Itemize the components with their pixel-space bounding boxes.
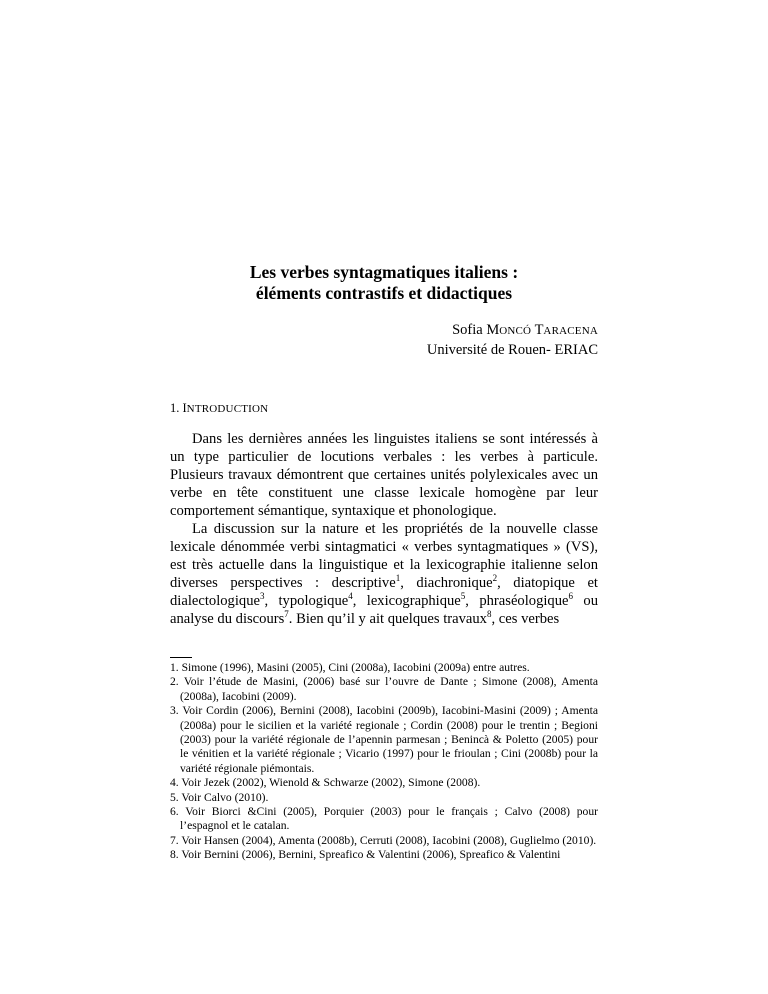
author-block [427, 321, 598, 360]
paper-title [170, 262, 598, 304]
footnote-ref-8[interactable]: 8 [486, 609, 492, 620]
section-heading: 1. INTRODUCTION [170, 401, 269, 415]
paragraph-2: La discussion sur la nature et les propriétés de la nouvelle classe lexicale dénommée verbi sintagmatici « verbes syntagmatiques » (VS), est très actuelle dans la linguistique et la lexicographie italienne selon diverses perspectives : descriptive$^1$, diachronique$^2$, diatopique et dialectologique$^3$, typologique$^4$, lexicographique$^5$, phraséologique$^6$ ou analyse du discours$^7$. Bien qu’il y ait quelques travaux$^8$, ces verbes [170, 521, 598, 627]
footnote-ref-7[interactable]: 7 [284, 609, 289, 620]
footnote: 5. Voir Calvo (2010). [170, 790, 269, 804]
footnote-ref-4[interactable]: 4 [348, 591, 353, 602]
footnotes [170, 661, 598, 863]
paragraph-1: Dans les dernières années les linguistes italiens se sont intéressés à un type particulier de locutions verbales : les verbes à particule. Plusieurs travaux démontrent que certaines unités polylexicales avec un verbe en tête constituent une classe lexicale homogène par leur comportement sémantique, syntaxique et phonologique. [170, 431, 598, 519]
footnote-separator [170, 657, 192, 658]
body-text [170, 430, 598, 628]
title-line-1: Les verbes syntagmatiques italiens : [249, 262, 519, 282]
footnote: 4. Voir Jezek (2002), Wienold & Schwarze (2002), Simone (2008). [170, 776, 481, 790]
footnote-ref-3[interactable]: 3 [259, 591, 265, 602]
footnote-ref-5[interactable]: 5 [460, 591, 466, 602]
footnote: 2. Voir l’étude de Masini, (2006) basé sur l’ouvre de Dante ; Simone (2008), Amenta (2008a), Iacobini (2009). [170, 675, 598, 703]
footnote-ref-1[interactable]: 1 [395, 573, 401, 584]
footnote: 7. Voir Hansen (2004), Amenta (2008b), Cerruti (2008), Iacobini (2008), Guglielmo (2010). [170, 833, 597, 847]
footnote-ref-2[interactable]: 2 [492, 573, 498, 584]
footnote-ref-6[interactable]: 6 [568, 591, 573, 602]
author-name: Sofia MONCÓ TARACENA [452, 322, 598, 338]
author-affiliation: Université de Rouen- ERIAC [426, 342, 598, 358]
title-line-2: éléments contrastifs et didactiques [255, 283, 513, 303]
footnote: 1. Simone (1996), Masini (2005), Cini (2008a), Iacobini (2009a) entre autres. [170, 661, 530, 674]
footnote: 3. Voir Cordin (2006), Bernini (2008), Iacobini (2009b), Iacobini-Masini (2009) ; Amenta (2008a) pour le sicilien et la variété regionale ; Cordin (2008) pour le trentin ; Begioni (2003) pour la variété régionale de l’apennin parmesan ; Benincà & Poletto (2005) pour le vénitien et la variété régionale ; Vicario (1997) pour le frioulan ; Cini (2008b) pour la variété régionale piémontais. [170, 704, 598, 775]
footnote: 6. Voir Biorci &Cini (2005), Porquier (2003) pour le français ; Calvo (2008) pour l’espagnol et le catalan. [170, 805, 598, 833]
footnote: 8. Voir Bernini (2006), Bernini, Spreafico & Valentini (2006), Spreafico & Valentini [170, 848, 561, 862]
